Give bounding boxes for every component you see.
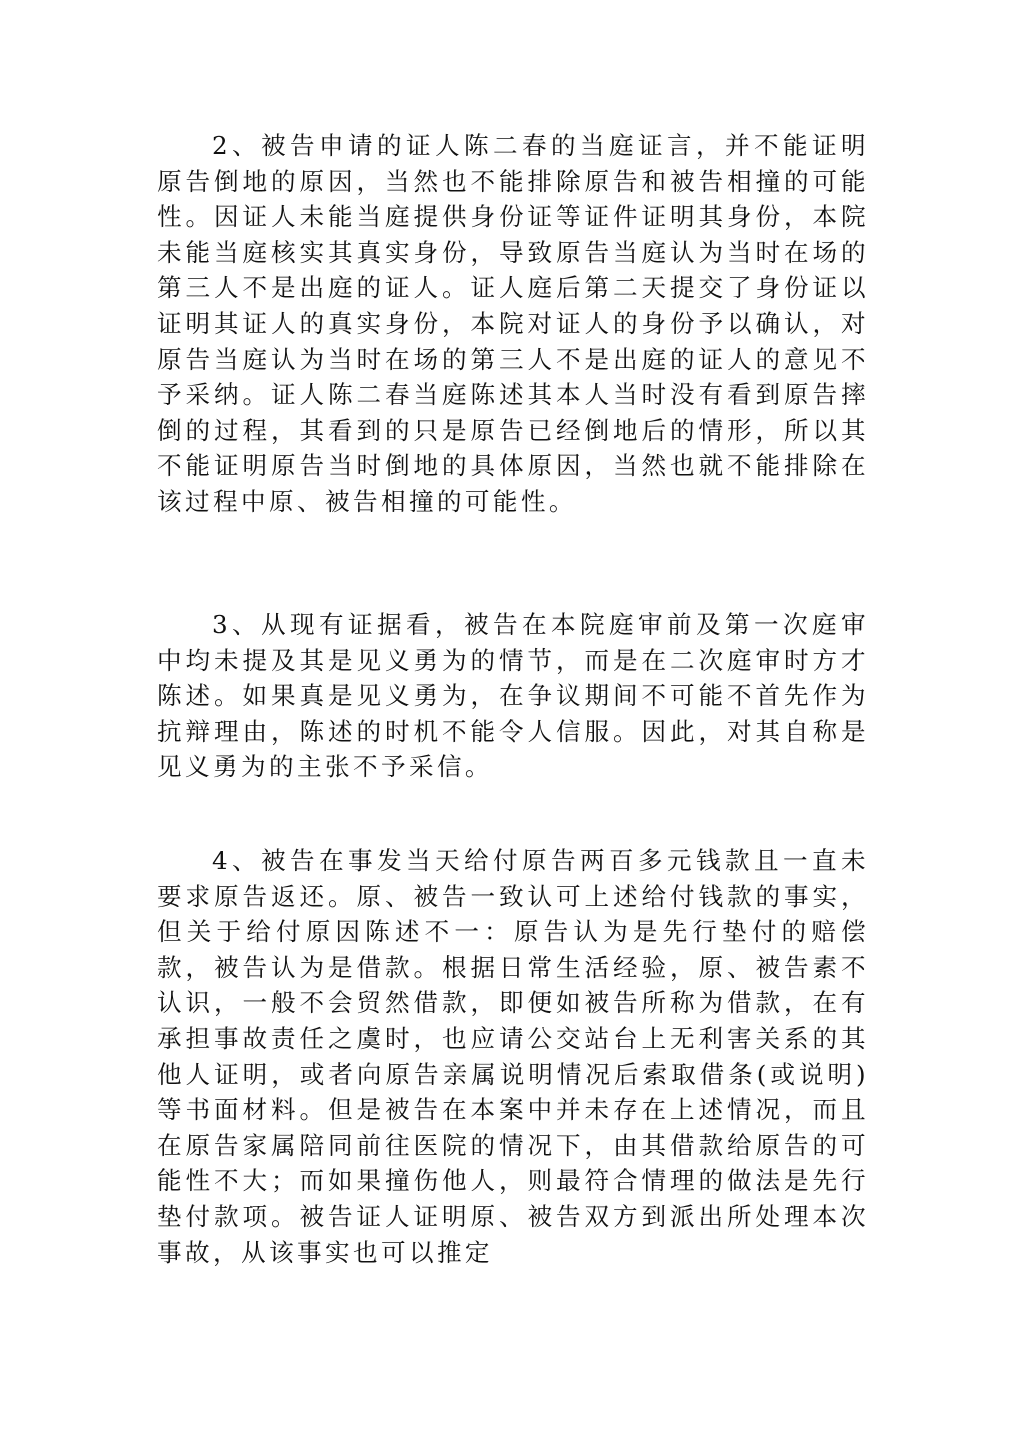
paragraph-heroic-claim: 3、从现有证据看，被告在本院庭审前及第一次庭审中均未提及其是见义勇为的情节，而是在二次庭审时方才陈述。如果真是见义勇为，在争议期间不可能不首先作为抗辩理由，陈述的时机不能令人信服。因此，对其自称是见义勇为的主张不予采信。 — [157, 610, 869, 782]
paragraph-witness-testimony: 2、被告申请的证人陈二春的当庭证言，并不能证明原告倒地的原因，当然也不能排除原告和被告相撞的可能性。因证人未能当庭提供身份证等证件证明其身份，本院未能当庭核实其真实身份，导致原告当庭认为当时在场的第三人不是出庭的证人。证人庭后第二天提交了身份证以证明其证人的真实身份，本院对证人的身份予以确认，对原告当庭认为当时在场的第三人不是出庭的证人的意见不予采纳。证人陈二春当庭陈述其本人当时没有看到原告摔倒的过程，其看到的只是原告已经倒地后的情形，所以其不能证明原告当时倒地的具体原因，当然也就不能排除在该过程中原、被告相撞的可能性。 — [157, 131, 869, 516]
paragraph-payment-reason: 4、被告在事发当天给付原告两百多元钱款且一直未要求原告返还。原、被告一致认可上述给付钱款的事实，但关于给付原因陈述不一：原告认为是先行垫付的赔偿款，被告认为是借款。根据日常生活经验，原、被告素不认识，一般不会贸然借款，即便如被告所称为借款，在有承担事故责任之虞时，也应请公交站台上无利害关系的其他人证明，或者向原告亲属说明情况后索取借条(或说明)等书面材料。但是被告在本案中并未存在上述情况，而且在原告家属陪同前往医院的情况下，由其借款给原告的可能性不大；而如果撞伤他人，则最符合情理的做法是先行垫付款项。被告证人证明原、被告双方到派出所处理本次事故，从该事实也可以推定 — [157, 846, 869, 1267]
